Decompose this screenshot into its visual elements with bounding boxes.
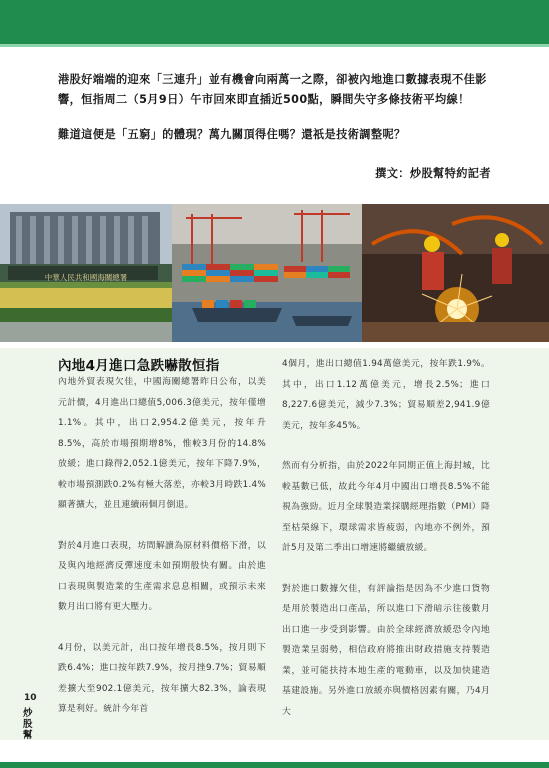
photo-strip [0, 204, 549, 342]
article-paragraph: 4個月，進出口總值1.94萬億美元，按年跌1.9%。其中，出口1.12萬億美元，增長2.5%；進口8,227.6億美元，減少7.3%；貿易順差2,941.9億美元，按年多45%。 [282, 359, 490, 431]
page-number: 10 [24, 693, 37, 703]
article-title: 內地4月進口急跌嚇散恒指 [58, 358, 220, 374]
header-bar-accent [0, 44, 549, 47]
intro-block [58, 70, 498, 160]
article-paragraph: 內地外貿表現欠佳，中國海關總署昨日公布，以美元計價，4月進出口總值5,006.3億美元，按年僅增1.1%。其中，出口2,954.2億美元，按年升8.5%，高於市場預期增8%，惟較3月份的14.8%放緩；進口錄得2,052.1億美元，按年下降7.9%，較市場預測跌0.2%有極大落差，亦較3月時跌1.4%顯著擴大，並且連續兩個月倒退。 [58, 377, 266, 510]
container-port-photo [172, 204, 362, 342]
article-paragraph: 然而有分析指，由於2022年同期正值上海封城，比較基數已低，故此今年4月中國出口增長8.5%不能視為強勁。近月全球製造業採購經理指數（PMI）降至枯榮線下，環球需求皆疲弱，內地亦不例外，預計5月及第二季出口增速將繼續放緩。 [282, 461, 490, 553]
intro-paragraph-2: 難道這便是「五窮」的體現？萬九關頂得住嗎？還祇是技術調整呢？ [58, 128, 406, 141]
article-column-left [58, 372, 266, 740]
customs-building-photo [0, 204, 172, 342]
customs-sign-text: 中華人民共和國海關總署 [44, 273, 128, 282]
intro-paragraph-1: 港股好端端的迎來「三連升」並有機會向兩萬一之際，卻被內地進口數據表現不佳影響，恒指周二（5月9日）午市回來即直插近500點，瞬間失守多條技術平均線！ [58, 73, 487, 106]
article-paragraph: 對於進口數據欠佳，有評論指是因為不少進口貨物是用於製造出口產品，所以進口下滑暗示往後數月出口進一步受到影響。由於全球經濟放緩恐令內地製造業呈弱勢，相信政府將推出財政措施支持製造業，並可能扶持本地生產的電動車，以及加快建造基建設施。另外進口放緩亦與價格因素有關，乃4月大 [282, 583, 490, 717]
article-paragraph: 4月份，以美元計，出口按年增長8.5%，按月則下跌6.4%；進口按年跌7.9%，按月挫9.7%；貿易順差擴大至902.1億美元，按年擴大82.3%，論表現算是利好。統計今年首 [58, 642, 266, 714]
article-paragraph: 對於4月進口表現，坊間解讀為原材料價格下滑，以及與內地經濟反彈速度未如預期般快有關。由於進口表現與製造業的生產需求息息相關，或預示未來數月出口將有更大壓力。 [58, 540, 266, 612]
publication-logo: 炒股幫 [23, 708, 33, 741]
factory-welding-photo [362, 204, 549, 342]
header-bar [0, 0, 549, 44]
footer-bar [0, 762, 549, 768]
byline: 撰文：炒股幫特約記者 [375, 167, 491, 180]
article-column-right [282, 354, 490, 742]
